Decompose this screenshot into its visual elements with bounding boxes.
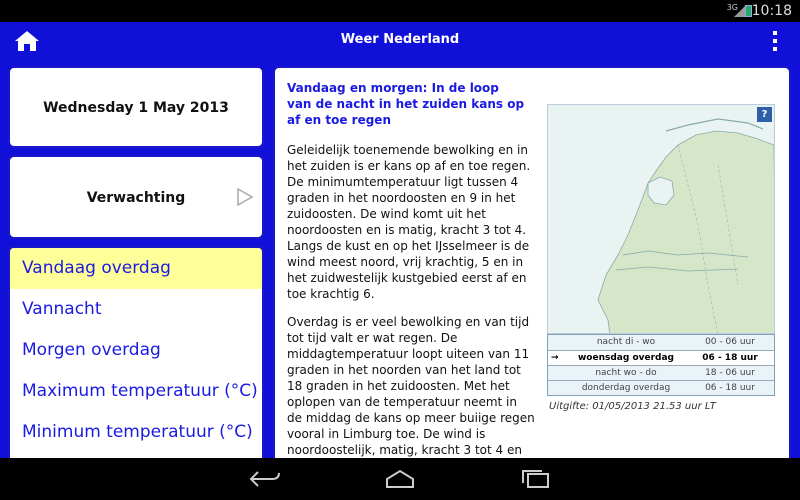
menu-item-vannacht[interactable]: Vannacht [22, 299, 102, 319]
forecast-paragraph-2: Overdag is er veel bewolking en van tijd tot tijd valt er wat regen. De middagtemperatuur loopt uiteen van 11 graden in het noorden van het land tot 18 graden in het zuidoosten. Met het oplopen van de temperatuur neemt in de middag de kans op meer buiige regen vooral in Limburg toe. De wind is noordoostelijk, matig, kracht 3 tot 4 en [287, 315, 535, 457]
overflow-menu-icon[interactable] [772, 29, 778, 53]
menu-item-morgen-overdag[interactable]: Morgen overdag [22, 340, 161, 360]
menu-item-maximum-temperatuur[interactable]: Maximum temperatuur (°C) [22, 381, 258, 401]
current-arrow-icon: → [551, 353, 559, 363]
forecast-paragraph-1: Geleidelijk toenemende bewolking en in het zuiden is er kans op af en toe regen. De minimumtemperatuur ligt tussen 4 graden in het noordoosten en 9 in het zuidoosten. De wind komt uit het noordoosten en is matig, kracht 3 tot 4. Langs de kust en op het IJsselmeer is de wind meest noord, vrij krachtig, 5 en in het zuidwestelijk kustgebied eerst af en toe krachtig 6. [287, 143, 531, 301]
forecast-heading: Vandaag en morgen: In de loop van de nacht in het zuiden kans op af en toe regen [287, 81, 525, 127]
current-date: Wednesday 1 May 2013 [43, 100, 229, 116]
date-card [8, 66, 264, 148]
network-type: 3G [726, 3, 738, 12]
period-name: nacht wo - do [595, 368, 657, 378]
home-nav-icon[interactable] [383, 469, 417, 489]
period-range: 18 - 06 uur [705, 368, 755, 378]
recent-apps-icon[interactable] [518, 469, 552, 489]
period-range: 06 - 18 uur [705, 383, 755, 393]
period-range: 06 - 18 uur [702, 353, 758, 363]
menu-item-minimum-temperatuur[interactable]: Minimum temperatuur (°C) [22, 422, 253, 442]
forecast-label: Verwachting [86, 190, 186, 206]
weather-map [547, 104, 775, 334]
forecast-menu [8, 246, 264, 458]
system-nav-bar [0, 458, 800, 500]
menu-item-vandaag-overdag[interactable]: Vandaag overdag [10, 248, 262, 289]
netherlands-map [548, 105, 775, 334]
status-bar [0, 0, 800, 22]
forecast-card[interactable] [8, 155, 264, 239]
play-arrow-icon [236, 187, 254, 207]
app-bar [0, 22, 800, 60]
help-icon[interactable]: ? [757, 107, 772, 122]
forecast-timetable [547, 334, 775, 396]
period-name: woensdag overdag [577, 353, 674, 363]
timetable-row[interactable] [548, 335, 774, 350]
period-name: nacht di - wo [596, 337, 656, 347]
timetable-row[interactable] [548, 380, 774, 395]
timetable-row[interactable] [548, 365, 774, 380]
period-range: 00 - 06 uur [705, 337, 755, 347]
timetable-row-current[interactable] [548, 350, 774, 365]
issued-timestamp: Uitgifte: 01/05/2013 21.53 uur LT [549, 401, 716, 412]
main-content [0, 60, 800, 458]
clock: 10:18 [751, 3, 792, 19]
back-icon[interactable] [248, 469, 282, 489]
forecast-detail [273, 66, 791, 458]
period-name: donderdag overdag [581, 383, 671, 393]
app-title: Weer Nederland [340, 32, 460, 47]
